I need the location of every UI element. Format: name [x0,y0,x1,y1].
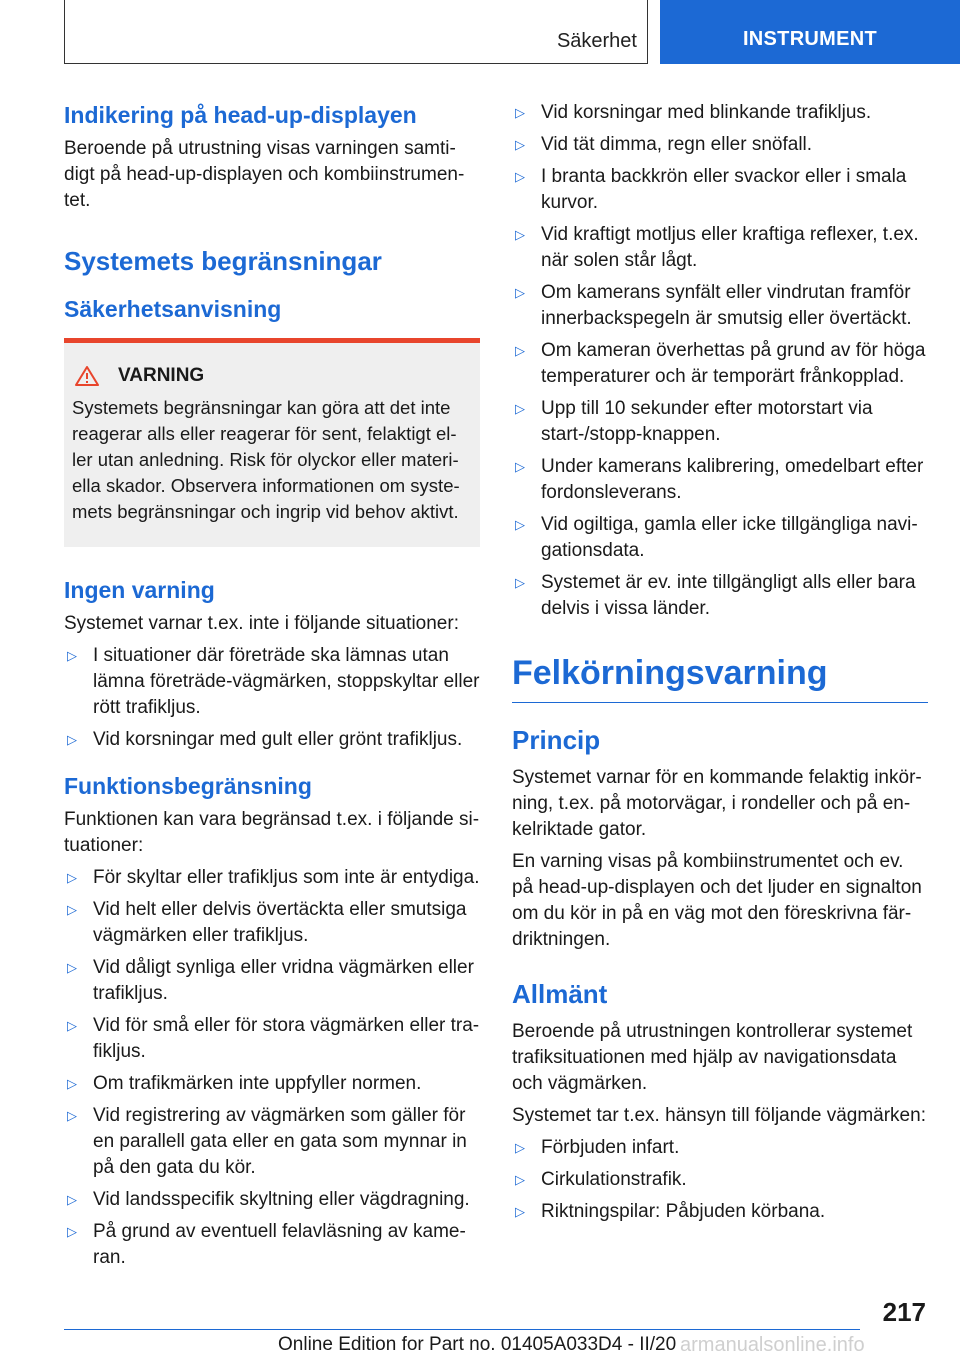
hud-heading: Indikering på head-up-displayen [64,102,417,128]
header-section-title: Säkerhet [556,30,637,52]
list-item: ▷ Om kamerans synfält eller vindrutan framför innerbackspegeln är smutsig eller övertäckt. [515,282,912,329]
bullet-triangle-icon: ▷ [515,343,525,358]
general-heading: Allmänt [512,979,608,1009]
limits-heading: Systemets begränsningar [64,246,382,276]
function-limits-intro: Funktionen kan vara begränsad t.ex. i följande situationer: [64,809,480,856]
principle-heading: Princip [512,725,601,755]
left-column [64,100,480,1277]
list-item: ▷ I situationer där företräde ska lämnas utan lämna företräde-vägmärken, stoppskyltar eller rött trafikljus. [67,645,480,718]
bullet-triangle-icon: ▷ [67,1076,77,1091]
function-limits-list [64,865,480,1271]
bullet-triangle-icon: ▷ [67,648,77,663]
no-warning-list [64,643,480,753]
bullet-triangle-icon: ▷ [515,1172,525,1187]
bullet-triangle-icon: ▷ [515,459,525,474]
warning-text: Systemets begränsningar kan göra att det inte reagerar alls eller reagerar för sent, felaktigt eller utan anledning. Risk för olyckor eller materiella skador. Observera informationen om systemets begränsningar och ingrip vid behov aktivt. [72,397,460,522]
bullet-triangle-icon: ▷ [67,1018,77,1033]
list-item: ▷ Förbjuden infart. [515,1137,680,1158]
warning-box [64,338,480,547]
list-item: ▷ Riktningspilar: Påbjuden körbana. [515,1201,826,1222]
list-item: ▷ Vid tät dimma, regn eller snöfall. [515,134,813,155]
principle-paragraph-1: Systemet varnar för en kommande felaktig inkörning, t.ex. på motorvägar, i rondeller och på enkelriktade gator. [512,767,922,840]
list-item: ▷ Om kameran överhettas på grund av för höga temperaturer och är temporärt frånkopplad. [515,340,926,387]
hud-paragraph: Beroende på utrustning visas varningen samtidigt på head-up-displayen och kombiinstrumentet. [64,138,465,211]
list-item: ▷ För skyltar eller trafikljus som inte är entydiga. [67,867,480,888]
page-number: 217 [882,1297,926,1327]
general-paragraph-2: Systemet tar t.ex. hänsyn till följande vägmärken: [512,1105,926,1126]
list-item: ▷ Vid landsspecifik skyltning eller vägdragning. [67,1189,470,1210]
bullet-triangle-icon: ▷ [67,870,77,885]
list-item: ▷ På grund av eventuell felavläsning av kameran. [67,1221,466,1268]
bullet-triangle-icon: ▷ [515,137,525,152]
header-section-box [64,0,648,64]
general-list [512,1135,928,1225]
list-item: ▷ Vid ogiltiga, gamla eller icke tillgängliga navigationsdata. [515,514,918,561]
no-warning-list-continued [512,100,928,622]
list-item: ▷ Vid registrering av vägmärken som gäller för en parallell gata eller en gata som mynnar in på den gata du kör. [67,1105,467,1178]
right-column [512,100,928,1231]
list-item: ▷ I branta backkrön eller svackor eller i smala kurvor. [515,166,907,213]
list-item: ▷ Vid korsningar med blinkande trafikljus. [515,102,872,123]
bullet-triangle-icon: ▷ [67,1192,77,1207]
wrong-way-heading: Felkörningsvarning [512,652,928,703]
bullet-triangle-icon: ▷ [67,732,77,747]
bullet-triangle-icon: ▷ [515,575,525,590]
bullet-triangle-icon: ▷ [515,285,525,300]
list-item: ▷ Vid helt eller delvis övertäckta eller smutsiga vägmärken eller trafikljus. [67,899,467,946]
bullet-triangle-icon: ▷ [515,169,525,184]
list-item: ▷ Vid kraftigt motljus eller kraftiga reflexer, t.ex. när solen står lågt. [515,224,919,271]
bullet-triangle-icon: ▷ [515,227,525,242]
bullet-triangle-icon: ▷ [67,960,77,975]
list-item: ▷ Upp till 10 sekunder efter motorstart via start-/stopp-knappen. [515,398,873,445]
no-warning-intro: Systemet varnar t.ex. inte i följande situationer: [64,613,459,634]
warning-label: VARNING [118,365,205,386]
general-paragraph-1: Beroende på utrustningen kontrollerar systemet trafiksituationen med hjälp av navigationsdata och vägmärken. [512,1021,913,1094]
bullet-triangle-icon: ▷ [67,1108,77,1123]
principle-paragraph-2: En varning visas på kombiinstrumentet och ev. på head-up-displayen och det ljuder en signalton om du kör in på en väg mot den föreskrivna färdriktningen. [512,851,922,950]
no-warning-heading: Ingen varning [64,577,215,603]
bullet-triangle-icon: ▷ [67,902,77,917]
function-limits-heading: Funktionsbegränsning [64,773,312,799]
warning-triangle-icon [74,365,100,387]
header-chapter-tab: INSTRUMENT [660,0,960,64]
list-item: ▷ Vid dåligt synliga eller vridna vägmärken eller trafikljus. [67,957,474,1004]
list-item: ▷ Systemet är ev. inte tillgängligt alls eller bara delvis i vissa länder. [515,572,916,619]
list-item: ▷ Vid korsningar med gult eller grönt trafikljus. [67,729,463,750]
watermark: armanualsonline.info [680,1334,865,1356]
bullet-triangle-icon: ▷ [515,1204,525,1219]
list-item: ▷ Under kamerans kalibrering, omedelbart efter fordonsleverans. [515,456,924,503]
bullet-triangle-icon: ▷ [515,105,525,120]
list-item: ▷ Om trafikmärken inte uppfyller normen. [67,1073,422,1094]
bullet-triangle-icon: ▷ [515,401,525,416]
warning-title [72,365,470,387]
bullet-triangle-icon: ▷ [515,517,525,532]
footer-edition-text: Online Edition for Part no. 01405A033D4 - II/20 [278,1334,677,1355]
safety-heading: Säkerhetsanvisning [64,296,282,322]
bullet-triangle-icon: ▷ [67,1224,77,1239]
list-item: ▷ Vid för små eller för stora vägmärken eller trafikljus. [67,1015,480,1062]
list-item: ▷ Cirkulationstrafik. [515,1169,687,1190]
footer-divider [64,1329,860,1330]
bullet-triangle-icon: ▷ [515,1140,525,1155]
